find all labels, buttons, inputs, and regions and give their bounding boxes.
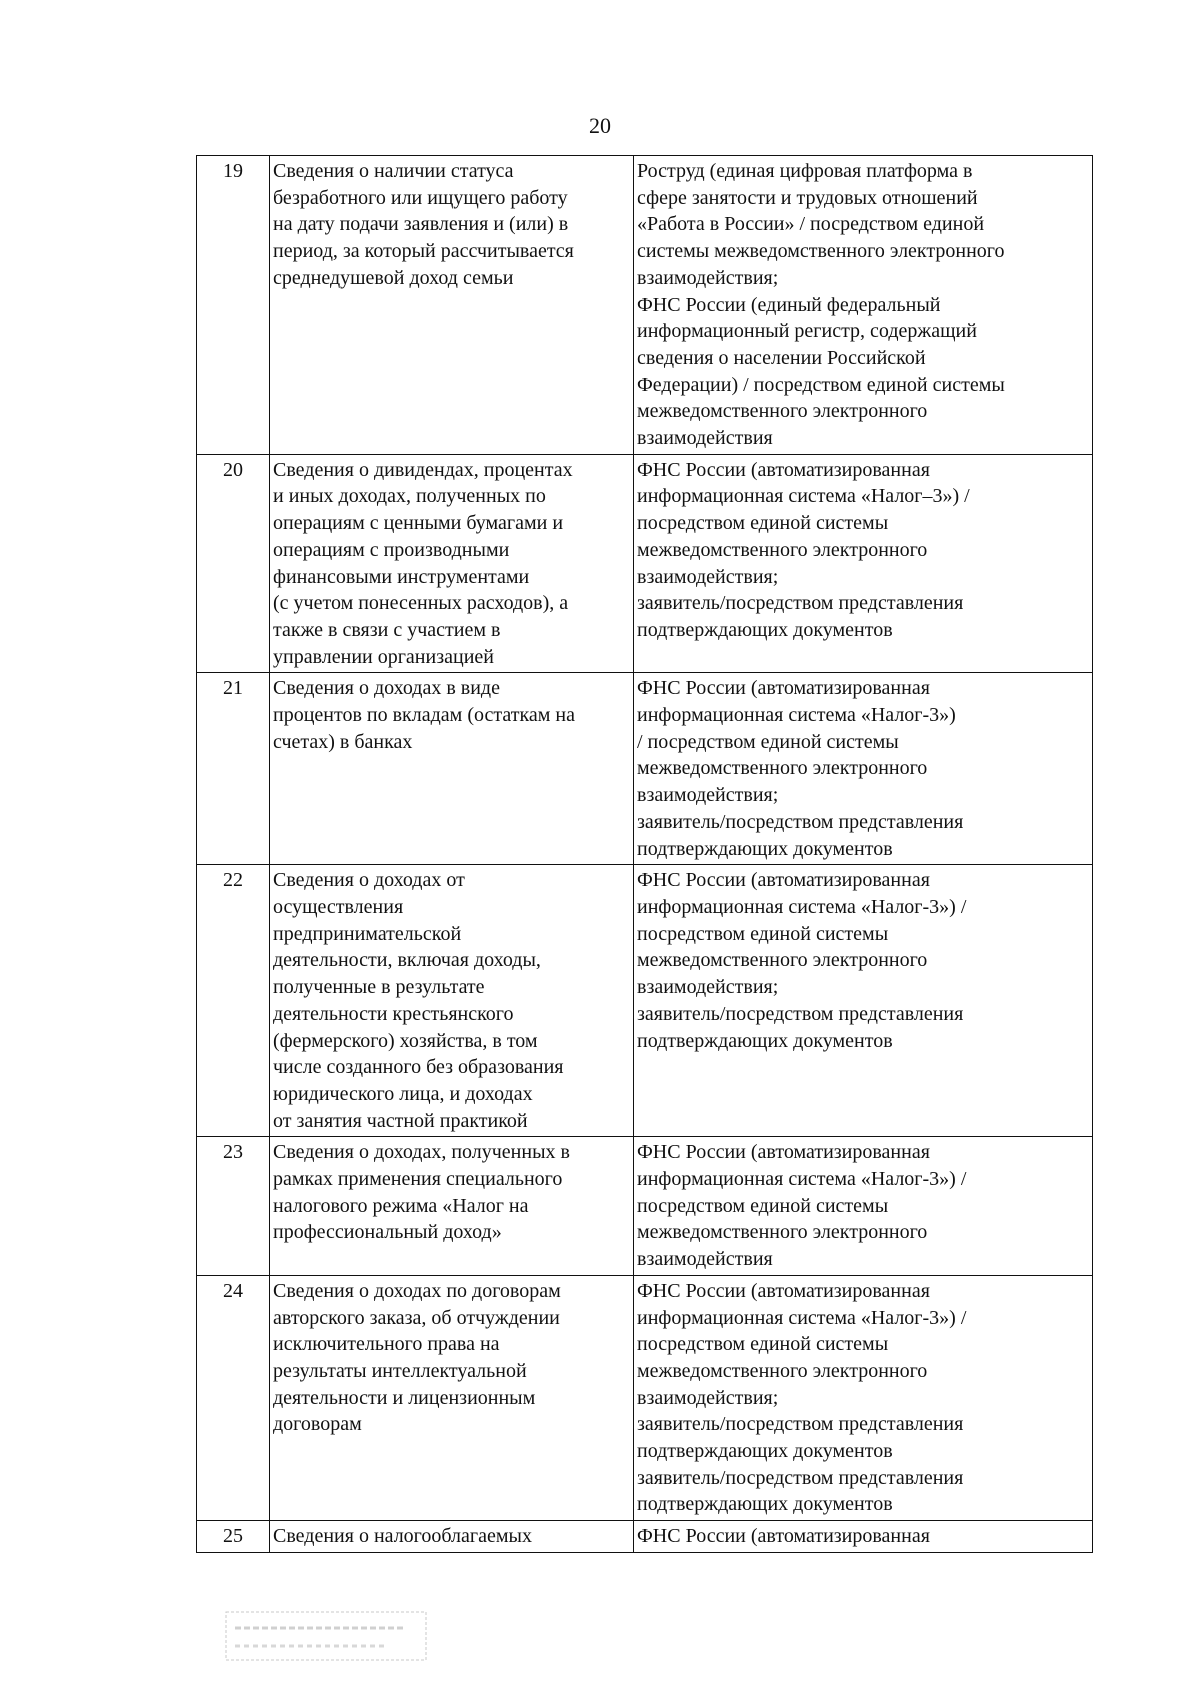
source-cell-line: посредством единой системы bbox=[637, 512, 889, 535]
source-cell-line: информационная система «Налог-3») / bbox=[637, 895, 967, 918]
source-cell-line: заявитель/посредством представления bbox=[637, 1002, 964, 1025]
source-cell bbox=[634, 673, 1093, 865]
source-cell bbox=[634, 1275, 1093, 1520]
document-table bbox=[196, 155, 1093, 1553]
info-cell-line: счетах) в банках bbox=[273, 730, 413, 753]
source-cell-line: взаимодействия; bbox=[637, 1386, 779, 1409]
info-cell-line: юридического лица, и доходах bbox=[273, 1082, 533, 1105]
source-cell-line: заявитель/посредством представления bbox=[637, 1413, 964, 1436]
table-row bbox=[197, 1521, 1093, 1553]
source-cell-line: информационная система «Налог-3») / bbox=[637, 1168, 967, 1191]
source-cell-line: межведомственного электронного bbox=[637, 400, 928, 423]
source-cell-line: системы межведомственного электронного bbox=[637, 240, 1005, 263]
source-cell-line: взаимодействия; bbox=[637, 266, 779, 289]
source-cell-line: ФНС России (автоматизированная bbox=[637, 1141, 930, 1164]
info-cell-line: на дату подачи заявления и (или) в bbox=[273, 213, 569, 236]
info-cell-line: период, за который рассчитывается bbox=[273, 240, 574, 263]
info-cell-line: управлении организацией bbox=[273, 645, 494, 668]
source-cell-line: / посредством единой системы bbox=[637, 730, 899, 753]
info-cell-line: среднедушевой доход семьи bbox=[273, 266, 514, 289]
info-cell-line: финансовыми инструментами bbox=[273, 565, 530, 588]
table-body bbox=[197, 156, 1093, 1553]
table-row bbox=[197, 156, 1093, 455]
source-cell-line: «Работа в России» / посредством единой bbox=[637, 213, 985, 236]
source-cell-line: ФНС России (единый федеральный bbox=[637, 293, 941, 316]
info-cell-line: и иных доходах, полученных по bbox=[273, 485, 546, 508]
source-cell-line: информационная система «Налог-3») / bbox=[637, 1306, 967, 1329]
info-cell-line: операциям с ценными бумагами и bbox=[273, 512, 564, 535]
info-cell-line: результаты интеллектуальной bbox=[273, 1359, 527, 1382]
source-cell-line: подтверждающих документов bbox=[637, 1029, 893, 1052]
source-cell-line: ФНС России (автоматизированная bbox=[637, 1525, 930, 1548]
source-cell-line: ФНС России (автоматизированная bbox=[637, 458, 930, 481]
info-cell-line: Сведения о доходах по договорам bbox=[273, 1279, 561, 1302]
source-cell-line: ФНС России (автоматизированная bbox=[637, 677, 930, 700]
info-cell-line: деятельности крестьянского bbox=[273, 1002, 514, 1025]
info-cell-line: Сведения о наличии статуса bbox=[273, 160, 514, 182]
source-cell-line: подтверждающих документов bbox=[637, 837, 893, 860]
info-cell bbox=[270, 1275, 634, 1520]
info-cell-line: Сведения о доходах, полученных в bbox=[273, 1141, 570, 1164]
source-cell-line: посредством единой системы bbox=[637, 922, 889, 945]
source-cell-line: взаимодействия; bbox=[637, 565, 779, 588]
row-number: 19 bbox=[197, 156, 270, 455]
source-cell-line: взаимодействия bbox=[637, 1248, 773, 1271]
row-number: 20 bbox=[197, 454, 270, 673]
row-number: 22 bbox=[197, 865, 270, 1137]
info-cell-line: авторского заказа, об отчуждении bbox=[273, 1306, 560, 1329]
source-cell-line: заявитель/посредством представления bbox=[637, 592, 964, 615]
row-number: 25 bbox=[197, 1521, 270, 1553]
source-cell-line: межведомственного электронного bbox=[637, 1221, 928, 1244]
source-cell-line: Федерации) / посредством единой системы bbox=[637, 373, 1005, 396]
info-cell-line: полученные в результате bbox=[273, 976, 485, 999]
source-cell bbox=[634, 156, 1093, 455]
table-row bbox=[197, 1137, 1093, 1276]
source-cell-line: межведомственного электронного bbox=[637, 757, 928, 780]
source-cell-line: сфере занятости и трудовых отношений bbox=[637, 186, 978, 209]
info-cell bbox=[270, 865, 634, 1137]
info-cell bbox=[270, 1521, 634, 1553]
info-cell-line: также в связи с участием в bbox=[273, 618, 501, 641]
info-cell-line: Сведения о дивидендах, процентах bbox=[273, 458, 573, 481]
table-row bbox=[197, 673, 1093, 865]
source-cell-line: подтверждающих документов bbox=[637, 618, 893, 641]
source-cell-line: взаимодействия; bbox=[637, 784, 779, 807]
row-number: 24 bbox=[197, 1275, 270, 1520]
info-cell-line: профессиональный доход» bbox=[273, 1221, 502, 1244]
info-cell-line: (с учетом понесенных расходов), а bbox=[273, 592, 569, 615]
source-cell-line: межведомственного электронного bbox=[637, 538, 928, 561]
source-cell-line: взаимодействия; bbox=[637, 976, 779, 999]
info-cell bbox=[270, 156, 634, 455]
info-cell-line: деятельности, включая доходы, bbox=[273, 949, 541, 972]
source-cell-line: информационный регистр, содержащий bbox=[637, 320, 977, 343]
info-cell-line: числе созданного без образования bbox=[273, 1056, 564, 1079]
info-cell-line: Сведения о налогооблагаемых bbox=[273, 1525, 532, 1548]
source-cell-line: подтверждающих документов bbox=[637, 1493, 893, 1516]
source-cell-line: посредством единой системы bbox=[637, 1333, 889, 1356]
source-cell-line: сведения о населении Российской bbox=[637, 346, 926, 369]
source-cell bbox=[634, 865, 1093, 1137]
row-number: 21 bbox=[197, 673, 270, 865]
info-cell-line: предпринимательской bbox=[273, 922, 462, 945]
table-row bbox=[197, 865, 1093, 1137]
info-cell-line: Сведения о доходах в виде bbox=[273, 677, 500, 700]
source-cell-line: информационная система «Налог–3») / bbox=[637, 485, 970, 508]
info-cell-line: процентов по вкладам (остаткам на bbox=[273, 704, 575, 727]
source-cell-line: информационная система «Налог-3») bbox=[637, 704, 956, 727]
source-cell-line: взаимодействия bbox=[637, 427, 773, 450]
source-cell-line: межведомственного электронного bbox=[637, 1359, 928, 1382]
info-cell-line: деятельности и лицензионным bbox=[273, 1386, 536, 1409]
info-cell-line: Сведения о доходах от bbox=[273, 869, 465, 892]
row-number: 23 bbox=[197, 1137, 270, 1276]
source-cell bbox=[634, 454, 1093, 673]
source-cell-line: ФНС России (автоматизированная bbox=[637, 1279, 930, 1302]
info-cell bbox=[270, 1137, 634, 1276]
source-cell-line: ФНС России (автоматизированная bbox=[637, 869, 930, 892]
info-cell bbox=[270, 454, 634, 673]
info-cell-line: исключительного права на bbox=[273, 1333, 500, 1356]
info-cell-line: (фермерского) хозяйства, в том bbox=[273, 1029, 538, 1052]
info-cell-line: осуществления bbox=[273, 895, 404, 918]
table-row bbox=[197, 454, 1093, 673]
info-cell-line: операциям с производными bbox=[273, 538, 510, 561]
source-cell-line: межведомственного электронного bbox=[637, 949, 928, 972]
info-cell-line: безработного или ищущего работу bbox=[273, 186, 568, 209]
info-cell bbox=[270, 673, 634, 865]
info-cell-line: рамках применения специального bbox=[273, 1168, 563, 1191]
source-cell-line: Роструд (единая цифровая платформа в bbox=[637, 160, 973, 182]
source-cell-line: заявитель/посредством представления bbox=[637, 1466, 964, 1489]
table-row bbox=[197, 1275, 1093, 1520]
page-number: 20 bbox=[589, 113, 611, 138]
source-cell bbox=[634, 1521, 1093, 1553]
source-cell bbox=[634, 1137, 1093, 1276]
info-cell-line: от занятия частной практикой bbox=[273, 1109, 528, 1132]
faded-stamp bbox=[225, 1606, 440, 1666]
source-cell-line: посредством единой системы bbox=[637, 1194, 889, 1217]
source-cell-line: подтверждающих документов bbox=[637, 1440, 893, 1463]
source-cell-line: заявитель/посредством представления bbox=[637, 810, 964, 833]
info-cell-line: налогового режима «Налог на bbox=[273, 1194, 529, 1217]
info-cell-line: договорам bbox=[273, 1413, 362, 1436]
